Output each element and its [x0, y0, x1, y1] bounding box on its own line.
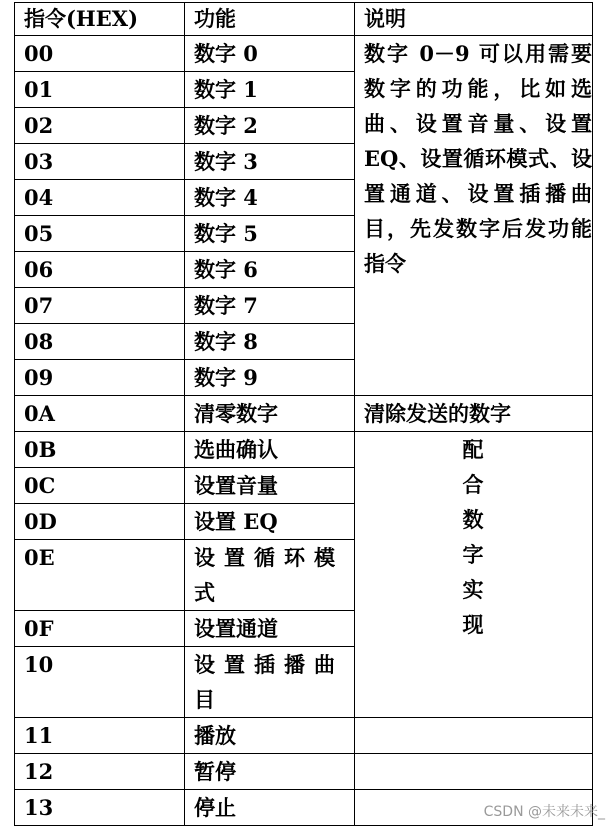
hex-cell: 0E [15, 540, 185, 611]
hex-cell: 00 [15, 36, 185, 72]
table-row [15, 396, 593, 432]
hex-cell: 13 [15, 790, 185, 826]
header-row [15, 3, 593, 36]
function-cell: 停止 [185, 790, 355, 826]
function-cell: 播放 [185, 718, 355, 754]
watermark: CSDN @未来未来_ [483, 804, 605, 820]
function-cell: 暂停 [185, 754, 355, 790]
function-cell: 选曲确认 [185, 432, 355, 468]
hex-cell: 0A [15, 396, 185, 432]
hex-cell: 0F [15, 611, 185, 647]
function-cell: 设置通道 [185, 611, 355, 647]
table-row [15, 754, 593, 790]
function-cell: 设置插播曲目 [185, 647, 355, 718]
hex-cell: 01 [15, 72, 185, 108]
hex-cell: 03 [15, 144, 185, 180]
combine-char: 合 [462, 472, 484, 497]
hex-cell: 10 [15, 647, 185, 718]
hex-cell: 11 [15, 718, 185, 754]
function-cell: 设置音量 [185, 468, 355, 504]
combine-char: 数 [462, 507, 484, 532]
function-cell: 数字 3 [185, 144, 355, 180]
function-cell: 数字 7 [185, 288, 355, 324]
function-cell: 数字 4 [185, 180, 355, 216]
hex-cell: 0B [15, 432, 185, 468]
hex-cell: 04 [15, 180, 185, 216]
table-row [15, 718, 593, 754]
hex-cell: 09 [15, 360, 185, 396]
description-combine [355, 432, 593, 718]
combine-char: 现 [462, 612, 484, 637]
hex-cell: 08 [15, 324, 185, 360]
header-description: 说明 [355, 3, 593, 36]
hex-cell: 02 [15, 108, 185, 144]
function-cell: 数字 0 [185, 36, 355, 72]
empty-cell [355, 718, 593, 754]
combine-char: 配 [462, 437, 484, 462]
function-cell: 数字 6 [185, 252, 355, 288]
command-table [14, 2, 593, 826]
hex-cell: 0C [15, 468, 185, 504]
function-cell: 设置循环模式 [185, 540, 355, 611]
function-cell: 数字 2 [185, 108, 355, 144]
hex-cell: 07 [15, 288, 185, 324]
hex-cell: 12 [15, 754, 185, 790]
function-cell: 数字 5 [185, 216, 355, 252]
header-function: 功能 [185, 3, 355, 36]
function-cell: 数字 9 [185, 360, 355, 396]
empty-cell [355, 754, 593, 790]
function-cell: 数字 8 [185, 324, 355, 360]
function-cell: 设置 EQ [185, 504, 355, 540]
hex-cell: 06 [15, 252, 185, 288]
header-hex: 指令(HEX) [15, 3, 185, 36]
table-row [15, 432, 593, 468]
combine-char: 字 [462, 542, 484, 567]
description-digits: 数字 0－9 可以用需要数字的功能，比如选曲、设置音量、设置 EQ、设置循环模式、设置通道、设置插播曲目，先发数字后发功能指令 [355, 36, 593, 396]
function-cell: 清零数字 [185, 396, 355, 432]
table-row [15, 36, 593, 72]
description-clear: 清除发送的数字 [355, 396, 593, 432]
function-cell: 数字 1 [185, 72, 355, 108]
combine-char: 实 [462, 577, 484, 602]
hex-cell: 0D [15, 504, 185, 540]
hex-cell: 05 [15, 216, 185, 252]
